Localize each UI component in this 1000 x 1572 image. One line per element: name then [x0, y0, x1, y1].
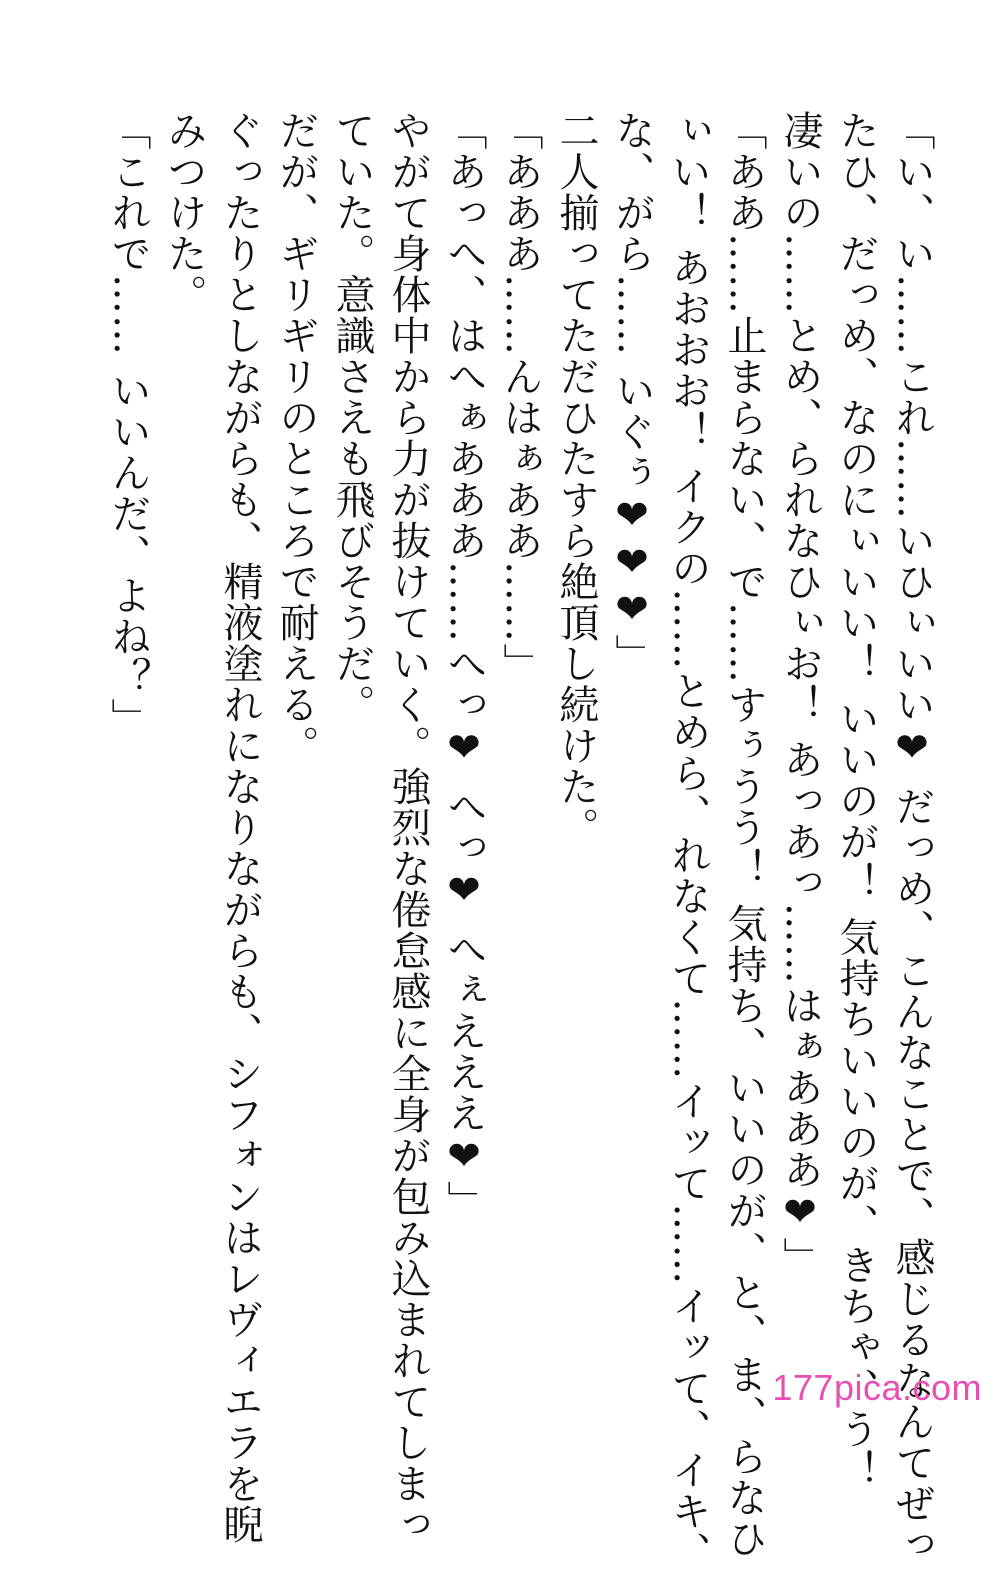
text-line: ぃい！ あおおお！ イクの……とめら、れなくて……イッて……イッて、イキ、 — [665, 110, 711, 1572]
text-line: だが、ギリギリのところで耐える。 — [273, 110, 319, 766]
text-line: 「ああ……止まらない、で……すぅうう！ 気持ち、いいのが、と、ま、らなひ — [721, 110, 767, 1559]
text-line: やがて身体中から力が抜けていく。強烈な倦怠感に全身が包み込まれてしまっ — [385, 110, 431, 1545]
text-line: 二人揃ってただひたすら絶頂し続けた。 — [553, 110, 599, 848]
text-line: 「あああ……んはぁああ……」 — [497, 110, 543, 684]
text-line: 「い、い……これ……いひぃいい❤ だっめ、こんなことで、感じるなんてぜっ — [889, 110, 935, 1565]
text-line: ぐったりとしながらも、精液塗れになりながらも、シフォンはレヴィエラを睨 — [217, 110, 263, 1545]
text-line: 「これで…… いいんだ、よね？」 — [105, 110, 151, 739]
text-line: みつけた。 — [161, 110, 207, 315]
text-line: ていた。意識さえも飛びそうだ。 — [329, 110, 375, 725]
site-watermark: 177pica.com — [772, 1367, 982, 1408]
text-line: な、がら…… いぐぅ❤❤❤」 — [609, 110, 655, 675]
text-line: 「あっへ、はへぁあああ……へっ❤ へっ❤ へぇえええ❤」 — [441, 110, 487, 1222]
text-line: 凄いの……とめ、られなひぃお！ あっあっ……はぁあああ❤」 — [777, 110, 823, 1278]
text-line: たひ、だっめ、なのにぃいい！ いいのが！ 気持ちいいのが、きちゃ、う！ — [833, 110, 879, 1491]
